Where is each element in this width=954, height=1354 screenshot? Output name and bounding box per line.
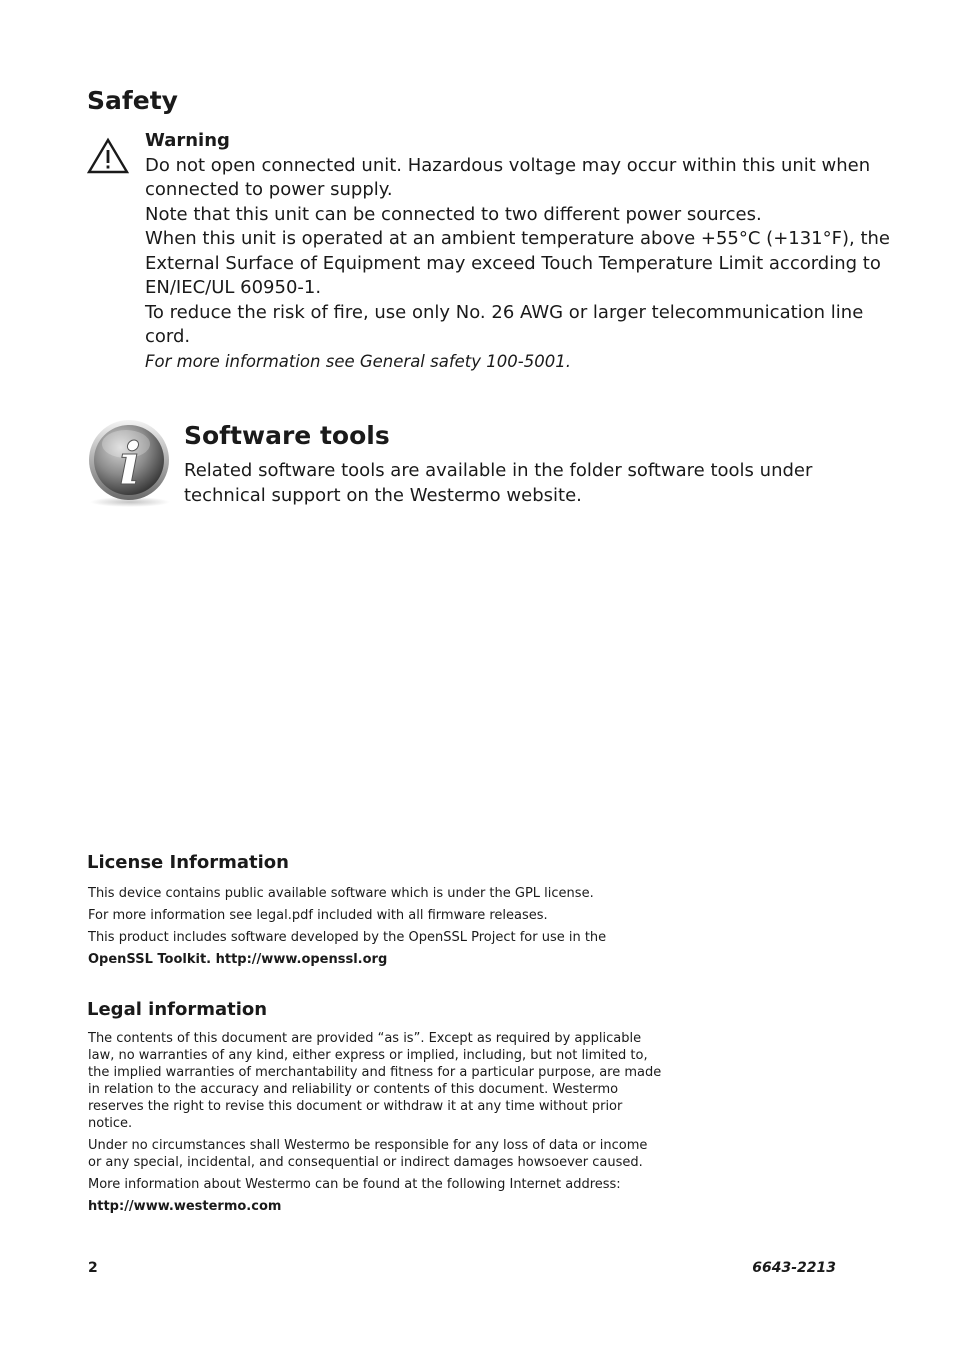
legal-line: in relation to the accuracy and reliability or contents of this document. Westermo <box>88 1082 619 1097</box>
warning-line: Do not open connected unit. Hazardous voltage may occur within this unit when <box>145 154 871 176</box>
legal-line: or any special, incidental, and consequential or indirect damages howsoever caused. <box>88 1155 643 1170</box>
warning-block <box>145 129 890 374</box>
safety-heading: Safety <box>87 86 178 115</box>
warning-line: connected to power supply. <box>145 179 393 200</box>
safety-more-info: For more information see General safety 100-5001. <box>145 351 571 371</box>
legal-para-2 <box>88 1137 708 1171</box>
legal-line: notice. <box>88 1116 133 1131</box>
legal-para-3: More information about Westermo can be found at the following Internet address: <box>88 1177 621 1192</box>
legal-para-1 <box>88 1030 708 1132</box>
warning-title: Warning <box>145 130 230 151</box>
legal-line: reserves the right to revise this document or withdraw it at any time without prior <box>88 1099 623 1114</box>
legal-heading: Legal information <box>87 999 268 1020</box>
legal-line: The contents of this document are provided “as is”. Except as required by applicable <box>88 1031 642 1046</box>
warning-line: When this unit is operated at an ambient temperature above +55°C (+131°F), the <box>145 228 890 249</box>
license-text <box>88 883 708 971</box>
software-tools-heading: Software tools <box>184 421 390 450</box>
license-line: For more information see legal.pdf included with all firmware releases. <box>88 908 548 923</box>
warning-line: cord. <box>145 326 191 347</box>
legal-line: law, no warranties of any kind, either express or implied, including, but not limited to, <box>88 1048 648 1063</box>
legal-line: the implied warranties of merchantability and fitness for a particular purpose, are made <box>88 1065 662 1080</box>
warning-triangle-icon <box>86 137 130 175</box>
page-number: 2 <box>88 1260 98 1276</box>
software-tools-text <box>184 459 864 508</box>
software-tools-line: technical support on the Westermo website. <box>184 484 582 506</box>
warning-line: EN/IEC/UL 60950-1. <box>145 277 322 298</box>
license-line: This product includes software developed by the OpenSSL Project for use in the <box>88 930 607 945</box>
legal-line: Under no circumstances shall Westermo be responsible for any loss of data or income <box>88 1138 648 1153</box>
info-icon <box>86 418 174 508</box>
svg-text:i: i <box>118 430 142 498</box>
software-tools-line: Related software tools are available in the folder software tools under <box>184 460 813 481</box>
license-toolkit: OpenSSL Toolkit. http://www.openssl.org <box>88 952 388 967</box>
document-number: 6643-2213 <box>752 1260 836 1276</box>
warning-line: Note that this unit can be connected to two different power sources. <box>145 203 762 225</box>
license-line: This device contains public available software which is under the GPL license. <box>88 886 594 901</box>
license-heading: License Information <box>87 852 289 873</box>
warning-line: To reduce the risk of fire, use only No. 26 AWG or larger telecommunication line <box>145 301 864 323</box>
warning-line: External Surface of Equipment may exceed Touch Temperature Limit according to <box>145 252 881 274</box>
westermo-url: http://www.westermo.com <box>88 1199 282 1214</box>
